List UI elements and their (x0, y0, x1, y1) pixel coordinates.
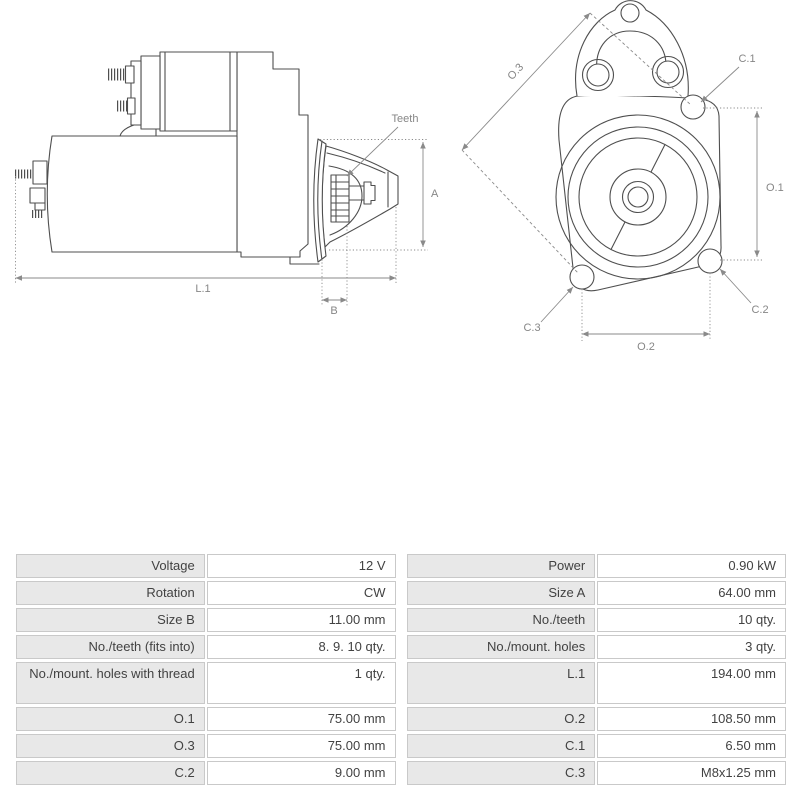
dim-label-o3: O.3 (505, 61, 527, 83)
side-view-drawing (15, 52, 439, 317)
spec-value-cell: 194.00 mm (597, 662, 786, 704)
spec-value-cell: 6.50 mm (597, 734, 786, 758)
mounting-hole-c2 (698, 249, 722, 273)
spec-label-cell: L.1 (407, 662, 596, 704)
bell-left-hole (587, 64, 609, 86)
table-row (16, 635, 396, 659)
spec-value-cell: M8x1.25 mm (597, 761, 786, 785)
dim-label-o2: O.2 (637, 341, 655, 353)
spec-value-cell: CW (207, 581, 396, 605)
spec-label-cell: No./mount. holes with thread (16, 662, 205, 704)
c3-leader-line (541, 287, 573, 322)
table-row (16, 707, 396, 731)
spec-value-cell: 11.00 mm (207, 608, 396, 632)
spec-label-cell: O.2 (407, 707, 596, 731)
table-row (407, 707, 787, 731)
c1-leader-line (701, 67, 739, 102)
spec-label-cell: Rotation (16, 581, 205, 605)
spec-value-cell: 8. 9. 10 qty. (207, 635, 396, 659)
spec-label-cell: Size A (407, 581, 596, 605)
solenoid (120, 52, 237, 136)
table-row (407, 662, 787, 704)
spec-label-cell: Voltage (16, 554, 205, 578)
table-row (16, 554, 396, 578)
spec-section (0, 548, 800, 788)
table-row (407, 761, 787, 785)
spec-label-cell: No./teeth (407, 608, 596, 632)
table-row (407, 734, 787, 758)
spec-value-cell: 0.90 kW (597, 554, 786, 578)
spec-value-cell: 3 qty. (597, 635, 786, 659)
table-row (16, 662, 396, 704)
front-view-drawing (462, 1, 784, 353)
bell-housing (576, 1, 689, 96)
housing-foot (290, 257, 319, 264)
spec-value-cell: 9.00 mm (207, 761, 396, 785)
spec-label-cell: Power (407, 554, 596, 578)
table-row (407, 554, 787, 578)
spec-value-cell: 10 qty. (597, 608, 786, 632)
dim-label-o1: O.1 (766, 182, 784, 194)
dim-label-c2: C.2 (751, 304, 769, 316)
motor-body (47, 136, 237, 252)
spec-value-cell: 75.00 mm (207, 734, 396, 758)
bell-right-hole (657, 61, 679, 83)
table-row (407, 635, 787, 659)
spec-label-cell: C.3 (407, 761, 596, 785)
pinion-gear (331, 175, 349, 222)
spec-value-cell: 108.50 mm (597, 707, 786, 731)
table-row (16, 581, 396, 605)
table-row (16, 734, 396, 758)
mounting-hole-c3 (570, 265, 594, 289)
spec-label-cell: C.2 (16, 761, 205, 785)
spec-label-cell: O.3 (16, 734, 205, 758)
spec-label-cell: No./mount. holes (407, 635, 596, 659)
table-row (16, 761, 396, 785)
dim-label-b: B (330, 305, 338, 317)
dim-label-c3: C.3 (523, 322, 541, 334)
table-row (16, 608, 396, 632)
spec-value-cell: 12 V (207, 554, 396, 578)
spec-label-cell: No./teeth (fits into) (16, 635, 205, 659)
bell-top-hole (621, 4, 639, 22)
dim-label-c1: C.1 (738, 53, 756, 65)
spec-label-cell: Size B (16, 608, 205, 632)
table-row (407, 608, 787, 632)
shaft-end-cap (364, 182, 375, 204)
spec-label-cell: O.1 (16, 707, 205, 731)
spec-label-cell: C.1 (407, 734, 596, 758)
table-row (407, 581, 787, 605)
drive-housing (237, 52, 308, 257)
teeth-label: Teeth (391, 113, 419, 125)
spec-table-left (14, 551, 398, 788)
dim-label-a: A (431, 188, 439, 200)
spec-table-right (405, 551, 789, 788)
dim-label-l1: L.1 (195, 283, 211, 295)
body-terminal (15, 161, 47, 214)
spec-value-cell: 1 qty. (207, 662, 396, 704)
spec-value-cell: 75.00 mm (207, 707, 396, 731)
c2-leader-line (720, 269, 751, 303)
spec-value-cell: 64.00 mm (597, 581, 786, 605)
